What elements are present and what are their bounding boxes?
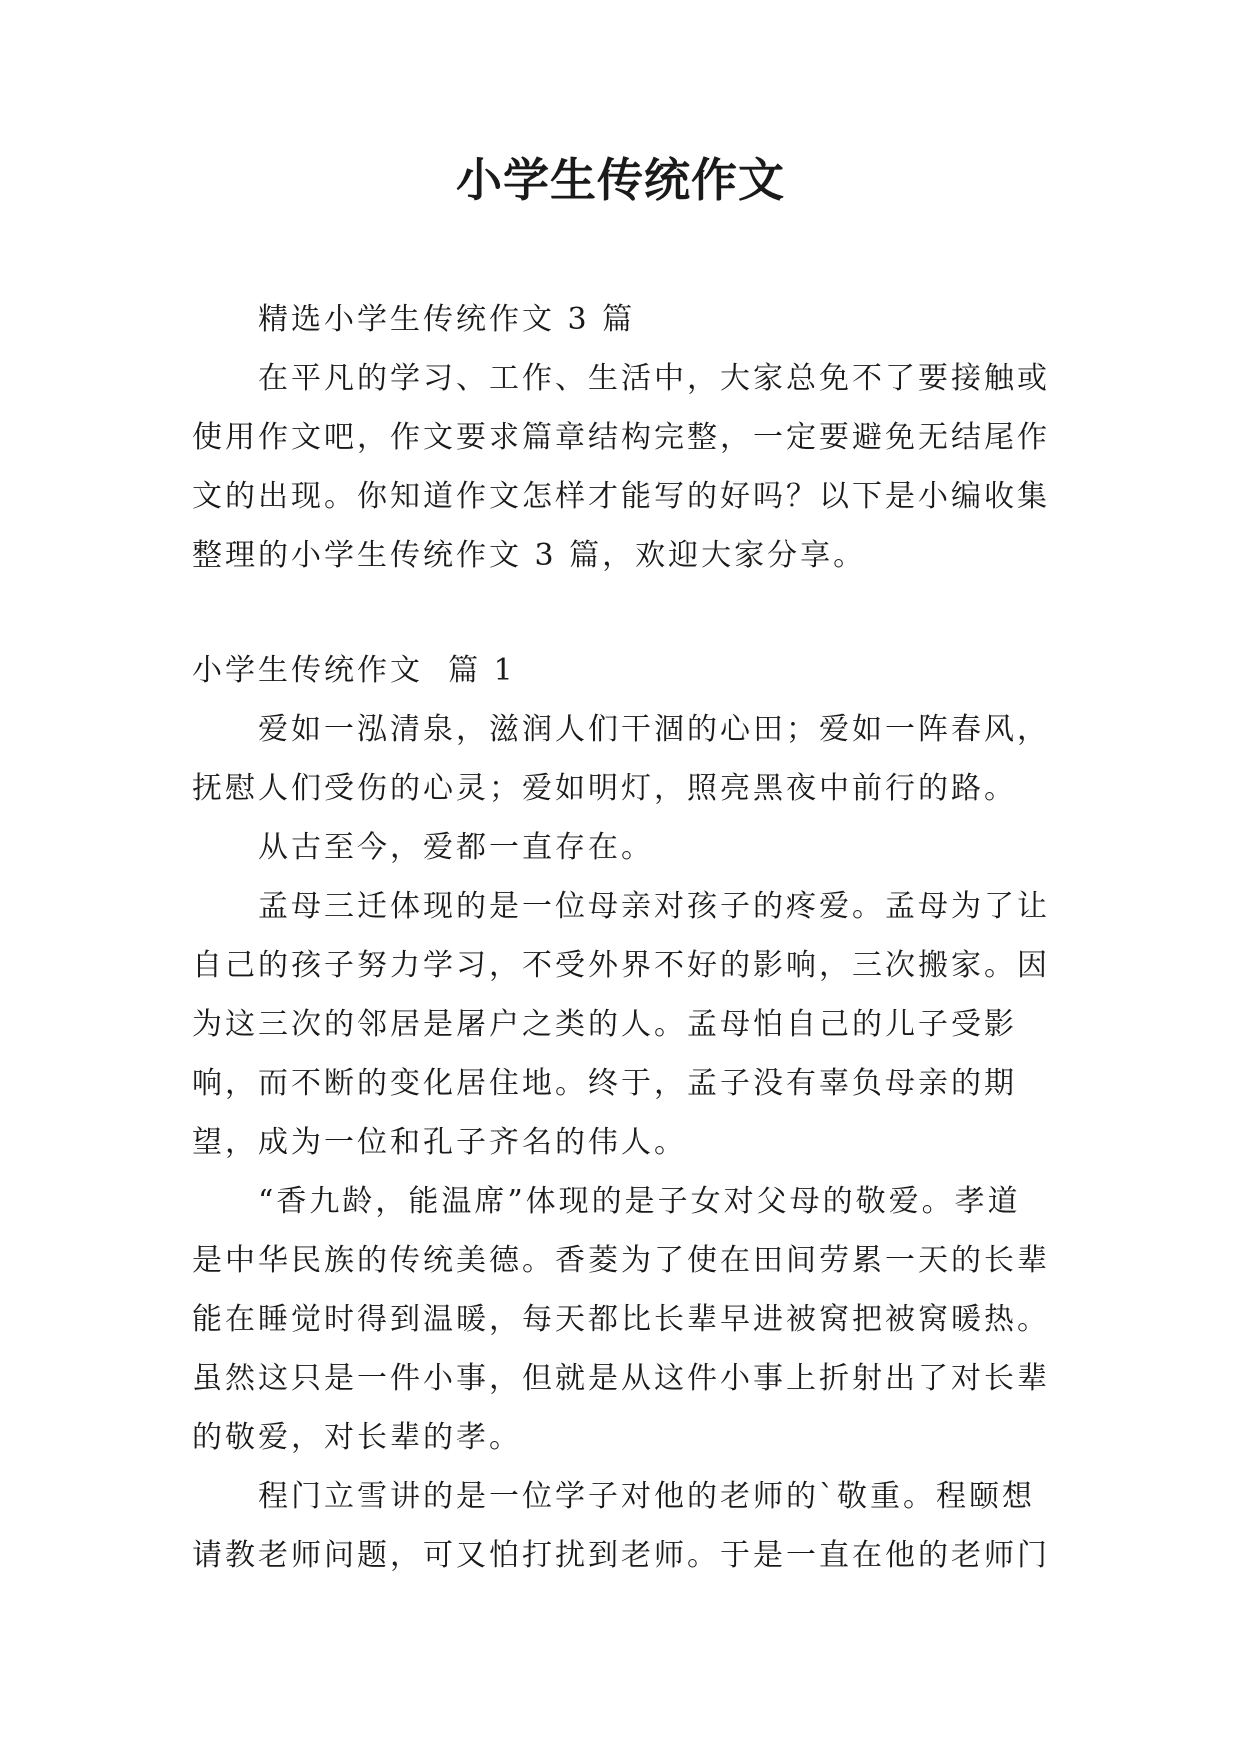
intro-paragraph: 在平凡的学习、工作、生活中，大家总免不了要接触或使用作文吧，作文要求篇章结构完整，一定要避免无结尾作文的出现。你知道作文怎样才能写的好吗？以下是小编收集整理的小学生传统作文 3 篇，欢迎大家分享。 <box>192 361 1050 573</box>
essay-1-paragraph: 孟母三迁体现的是一位母亲对孩子的疼爱。孟母为了让自己的孩子努力学习，不受外界不好的影响，三次搬家。因为这三次的邻居是屠户之类的人。孟母怕自己的儿子受影响，而不断的变化居住地。终于，孟子没有辜负母亲的期望，成为一位和孔子齐名的伟人。 <box>192 889 1050 1160</box>
intro-section <box>192 290 1052 585</box>
document-title: 小学生传统作文 <box>456 153 785 207</box>
essay-1-paragraph: “香九龄，能温席”体现的是子女对父母的敬爱。孝道是中华民族的传统美德。香菱为了使在田间劳累一天的长辈能在睡觉时得到温暖，每天都比长辈早进被窝把被窝暖热。虽然这只是一件小事，但就是从这件小事上折射出了对长辈的敬爱，对长辈的孝。 <box>192 1184 1050 1455</box>
essay-1-paragraph: 从古至今，爱都一直存在。 <box>258 830 654 865</box>
essay-1-section <box>192 641 1052 1585</box>
essay-1-heading: 小学生传统作文 篇 1 <box>192 653 516 688</box>
essay-1-paragraph: 程门立雪讲的是一位学子对他的老师的`敬重。程颐想请教老师问题，可又怕打扰到老师。于是一直在他的老师门 <box>192 1479 1050 1573</box>
intro-subtitle: 精选小学生传统作文 3 篇 <box>258 302 636 337</box>
essay-1-paragraph: 爱如一泓清泉，滋润人们干涸的心田；爱如一阵春风，抚慰人们受伤的心灵；爱如明灯，照亮黑夜中前行的路。 <box>192 712 1050 806</box>
